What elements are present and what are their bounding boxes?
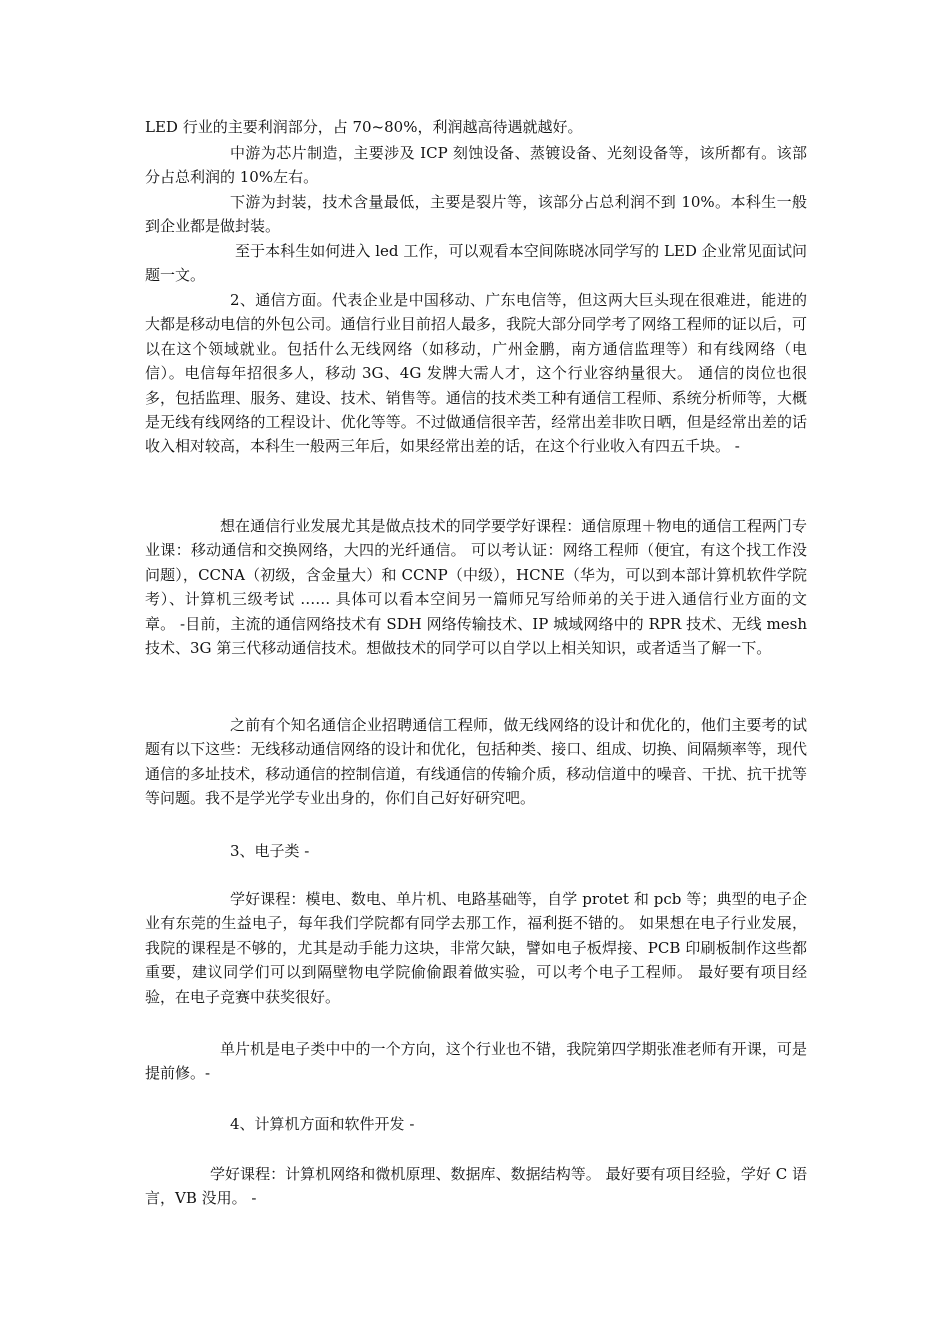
paragraph-led-interview: 至于本科生如何进入 led 工作，可以观看本空间陈晓冰同学写的 LED 企业常见面试问题一文。 bbox=[145, 242, 807, 285]
paragraph-electronics-courses: 学好课程：模电、数电、单片机、电路基础等，自学 protet 和 pcb 等；典型的电子企业有东莞的生益电子，每年我们学院都有同学去那工作，福利挺不错的。 如果想在电子行业发展，我院的课程是不够的，尤其是动手能力这块，非常欠缺，譬如电子板焊接、PCB 印刷板制作这些都重要，建议同学们可以到隔壁物电学院偷偷跟着做实验，可以考个电子工程师。 最好要有项目经验，在电子竞赛中获奖很好。 bbox=[145, 890, 807, 1006]
paragraph-mcu: 单片机是电子类中中的一个方向，这个行业也不错，我院第四学期张准老师有开课，可是提前修。- bbox=[145, 1040, 807, 1083]
paragraph-midstream: 中游为芯片制造，主要涉及 ICP 刻蚀设备、蒸镀设备、光刻设备等，该所都有。该部分占总利润的 10%左右。 bbox=[145, 144, 807, 187]
paragraph-computer-courses: 学好课程：计算机网络和微机原理、数据库、数据结构等。 最好要有项目经验，学好 C 语言，VB 没用。 - bbox=[145, 1165, 807, 1208]
paragraph-led-profit: LED 行业的主要利润部分，占 70~80%，利润越高待遇就越好。 bbox=[145, 118, 583, 136]
paragraph-downstream: 下游为封装，技术含量最低，主要是裂片等，该部分占总利润不到 10%。本科生一般到企业都是做封装。 bbox=[145, 193, 807, 236]
section-heading-electronics: 3、电子类 - bbox=[230, 842, 310, 860]
paragraph-telecom: 2、通信方面。代表企业是中国移动、广东电信等，但这两大巨头现在很难进，能进的大都是移动电信的外包公司。通信行业目前招人最多，我院大部分同学考了网络工程师的证以后，可以在这个领域就业。包括什么无线网络（如移动，广州金鹏，南方通信监理等）和有线网络（电信）。电信每年招很多人，移动 3G、4G 发牌大需人才，这个行业容纳量很大。 通信的岗位也很多，包括监理、服务、建设、技术、销售等。通信的技术类工种有通信工程师、系统分析师等，大概是无线有线网络的工程设计、优化等等。不过做通信很辛苦，经常出差非吹日晒，但是经常出差的话收入相对较高，本科生一般两三年后，如果经常出差的话，在这个行业收入有四五千块。 - bbox=[145, 291, 807, 456]
paragraph-telecom-courses: 想在通信行业发展尤其是做点技术的同学要学好课程：通信原理＋物电的通信工程两门专业课：移动通信和交换网络，大四的光纤通信。 可以考认证：网络工程师（便宜，有这个找工作没问题），CCNA（初级，含金量大）和 CCNP（中级），HCNE（华为，可以到本部计算机软件学院考）、计算机三级考试 …… 具体可以看本空间另一篇师兄写给师弟的关于进入通信行业方面的文章。 -目前，主流的通信网络技术有 SDH 网络传输技术、IP 城域网络中的 RPR 技术、无线 mesh 技术、3G 第三代移动通信技术。想做技术的同学可以自学以上相关知识，或者适当了解一下。 bbox=[145, 517, 807, 658]
paragraph-telecom-exam: 之前有个知名通信企业招聘通信工程师，做无线网络的设计和优化的，他们主要考的试题有以下这些：无线移动通信网络的设计和优化，包括种类、接口、组成、切换、间隔频率等，现代通信的多址技术，移动通信的控制信道，有线通信的传输介质，移动信道中的噪音、干扰、抗干扰等等问题。我不是学光学专业出身的，你们自己好好研究吧。 bbox=[145, 716, 807, 808]
section-heading-computer: 4、计算机方面和软件开发 - bbox=[230, 1115, 415, 1133]
